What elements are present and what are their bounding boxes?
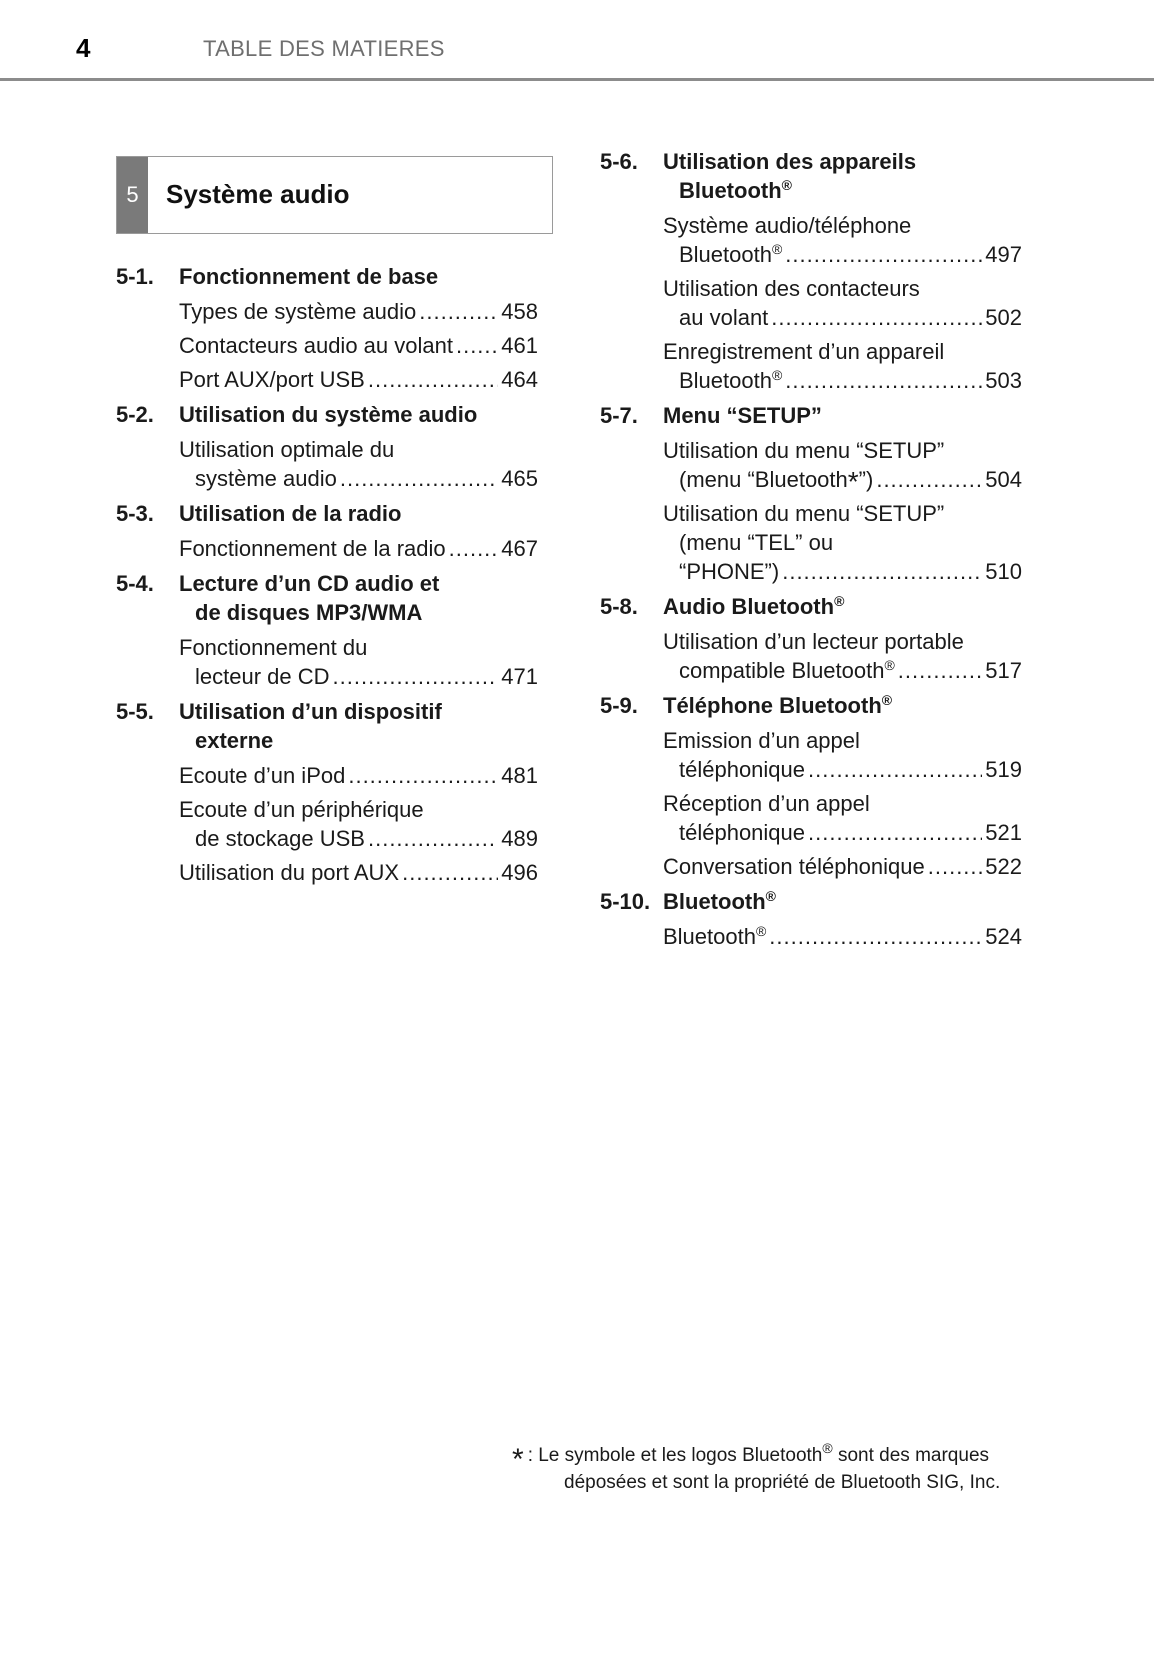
registered-mark: ® — [755, 923, 767, 939]
page-ref: 461 — [501, 333, 538, 358]
toc-entry[interactable] — [116, 534, 538, 563]
section-heading-5-5[interactable] — [116, 697, 538, 755]
registered-mark: ® — [771, 241, 783, 257]
section-title: Utilisation de la radio — [179, 501, 402, 526]
section-heading-5-7[interactable] — [600, 401, 1022, 430]
entry-title-line2: téléphonique — [679, 820, 806, 845]
section-number: 5-10. — [600, 889, 651, 914]
dot-leader — [368, 824, 498, 853]
entry-title-line1: Fonctionnement du — [179, 635, 368, 660]
footnote-line1a: : Le symbole et les logos Bluetooth — [527, 1445, 823, 1466]
dot-leader — [782, 557, 982, 586]
toc-entry[interactable] — [116, 331, 538, 360]
section-number: 5-4. — [116, 571, 154, 596]
toc-entry[interactable] — [600, 789, 1022, 847]
toc-entry[interactable] — [116, 858, 538, 887]
dot-leader — [808, 755, 982, 784]
page-ref: 481 — [501, 763, 538, 788]
page-ref: 521 — [985, 820, 1022, 845]
dot-leader — [898, 656, 982, 685]
page-ref: 467 — [501, 536, 538, 561]
page-number: 4 — [76, 33, 91, 63]
dot-leader — [876, 465, 982, 494]
entry-title-line1: Utilisation du menu “SETUP” — [663, 501, 945, 526]
toc-entry[interactable] — [116, 633, 538, 691]
toc-entry[interactable] — [600, 337, 1022, 395]
page-ref: 502 — [985, 305, 1022, 330]
dot-leader — [808, 818, 982, 847]
section-number: 5-1. — [116, 264, 154, 289]
section-number: 5-7. — [600, 403, 638, 428]
running-title: TABLE DES MATIERES — [203, 36, 445, 61]
page-ref: 471 — [501, 664, 538, 689]
registered-mark: ® — [771, 367, 783, 383]
section-heading-5-8[interactable] — [600, 592, 1022, 621]
page-ref: 524 — [985, 924, 1022, 949]
toc-entry[interactable] — [600, 726, 1022, 784]
registered-mark: ® — [765, 888, 776, 904]
dot-leader — [340, 464, 498, 493]
chapter-header-box — [116, 156, 553, 234]
entry-title: Ecoute d’un iPod — [179, 763, 346, 788]
page-ref: 519 — [985, 757, 1022, 782]
entry-title-line2: (menu “TEL” ou — [679, 530, 834, 555]
dot-leader — [449, 534, 499, 563]
registered-mark: ® — [834, 593, 845, 609]
toc-entry[interactable] — [116, 761, 538, 790]
dot-leader — [771, 303, 982, 332]
section-title-line2: Bluetooth — [679, 178, 782, 203]
entry-title-line1: Système audio/téléphone — [663, 213, 912, 238]
footnote — [512, 1442, 1000, 1496]
toc-entry[interactable] — [116, 297, 538, 326]
page-ref: 510 — [985, 559, 1022, 584]
section-heading-5-3[interactable] — [116, 499, 538, 528]
footnote-line1b: sont des marques — [832, 1445, 990, 1466]
entry-title-line2: téléphonique — [679, 757, 806, 782]
chapter-title: Système audio — [166, 179, 350, 209]
entry-title-line1: Enregistrement d’un appareil — [663, 339, 945, 364]
section-number: 5-2. — [116, 402, 154, 427]
asterisk-mark: * — [512, 1443, 524, 1476]
entry-title-line1: Utilisation du menu “SETUP” — [663, 438, 945, 463]
entry-title: Contacteurs audio au volant — [179, 333, 453, 358]
toc-entry[interactable] — [600, 499, 1022, 586]
registered-mark: ® — [822, 1440, 833, 1456]
toc-entry[interactable] — [600, 922, 1022, 951]
dot-leader — [368, 365, 498, 394]
section-title: Utilisation du système audio — [179, 402, 478, 427]
entry-title-line2: lecteur de CD — [195, 664, 330, 689]
section-number: 5-3. — [116, 501, 154, 526]
entry-title-line2b: ”) — [858, 467, 874, 492]
section-heading-5-10[interactable] — [600, 887, 1022, 916]
entry-title-line1: Réception d’un appel — [663, 791, 870, 816]
dot-leader — [333, 662, 499, 691]
page-ref: 497 — [985, 242, 1022, 267]
section-title: Bluetooth — [663, 889, 766, 914]
dot-leader — [348, 761, 498, 790]
entry-title-line2: compatible Bluetooth — [679, 658, 885, 683]
page-ref: 504 — [985, 467, 1022, 492]
entry-title-line2: système audio — [195, 466, 337, 491]
dot-leader — [928, 852, 983, 881]
page-ref: 517 — [985, 658, 1022, 683]
entry-title-line3: “PHONE”) — [679, 559, 780, 584]
section-number: 5-5. — [116, 699, 154, 724]
section-title: Fonctionnement de base — [179, 264, 439, 289]
entry-title: Conversation téléphonique — [663, 854, 925, 879]
entry-title: Bluetooth — [663, 924, 756, 949]
footnote-line2: déposées et sont la propriété de Bluetooth SIG, Inc. — [564, 1472, 1001, 1493]
section-number: 5-9. — [600, 693, 638, 718]
page-ref: 458 — [501, 299, 538, 324]
toc-entry[interactable] — [116, 435, 538, 493]
registered-mark: ® — [884, 657, 895, 673]
section-heading-5-1[interactable] — [116, 262, 538, 291]
section-number: 5-6. — [600, 149, 638, 174]
toc-left-column — [116, 262, 538, 892]
dot-leader — [456, 331, 498, 360]
dot-leader — [419, 297, 498, 326]
toc-entry[interactable] — [116, 365, 538, 394]
dot-leader — [769, 922, 982, 951]
toc-entry[interactable] — [600, 211, 1022, 269]
entry-title: Types de système audio — [179, 299, 417, 324]
page-ref: 465 — [501, 466, 538, 491]
entry-title-line2a: (menu “Bluetooth — [679, 467, 848, 492]
chapter-number-tab: 5 — [117, 157, 148, 233]
section-heading-5-6[interactable] — [600, 147, 1022, 205]
page-ref: 496 — [501, 860, 538, 885]
toc-entry[interactable] — [600, 436, 1022, 497]
entry-title: Utilisation du port AUX — [179, 860, 400, 885]
header-rule — [0, 78, 1154, 81]
section-title: Audio Bluetooth — [663, 594, 835, 619]
page-ref: 489 — [501, 826, 538, 851]
entry-title: Port AUX/port USB — [179, 367, 365, 392]
registered-mark: ® — [781, 177, 792, 193]
section-heading-5-4[interactable] — [116, 569, 538, 627]
section-title-line1: Lecture d’un CD audio et — [179, 571, 440, 596]
toc-entry[interactable] — [600, 627, 1022, 685]
section-title-line1: Utilisation des appareils — [663, 149, 917, 174]
entry-title-line2: Bluetooth — [679, 368, 772, 393]
entry-title: Fonctionnement de la radio — [179, 536, 446, 561]
page-ref: 522 — [985, 854, 1022, 879]
dot-leader — [785, 366, 982, 395]
entry-title-line1: Utilisation d’un lecteur portable — [663, 629, 964, 654]
toc-entry[interactable] — [600, 852, 1022, 881]
section-heading-5-9[interactable] — [600, 691, 1022, 720]
page-ref: 503 — [985, 368, 1022, 393]
section-title: Menu “SETUP” — [663, 403, 822, 428]
page-ref: 464 — [501, 367, 538, 392]
entry-title-line2: Bluetooth — [679, 242, 772, 267]
section-number: 5-8. — [600, 594, 638, 619]
section-title: Téléphone Bluetooth — [663, 693, 882, 718]
section-title-line2: externe — [195, 728, 274, 753]
toc-right-column — [600, 147, 1022, 956]
toc-entry[interactable] — [116, 795, 538, 853]
entry-title-line1: Utilisation optimale du — [179, 437, 395, 462]
toc-entry[interactable] — [600, 274, 1022, 332]
section-title-line2: de disques MP3/WMA — [195, 600, 423, 625]
entry-title-line1: Emission d’un appel — [663, 728, 860, 753]
entry-title-line2: au volant — [679, 305, 769, 330]
dot-leader — [785, 240, 982, 269]
entry-title-line1: Ecoute d’un périphérique — [179, 797, 424, 822]
dot-leader — [402, 858, 498, 887]
asterisk-mark: * — [847, 466, 859, 497]
entry-title-line2: de stockage USB — [195, 826, 365, 851]
entry-title-line1: Utilisation des contacteurs — [663, 276, 920, 301]
section-heading-5-2[interactable] — [116, 400, 538, 429]
registered-mark: ® — [881, 692, 893, 708]
section-title-line1: Utilisation d’un dispositif — [179, 699, 442, 724]
